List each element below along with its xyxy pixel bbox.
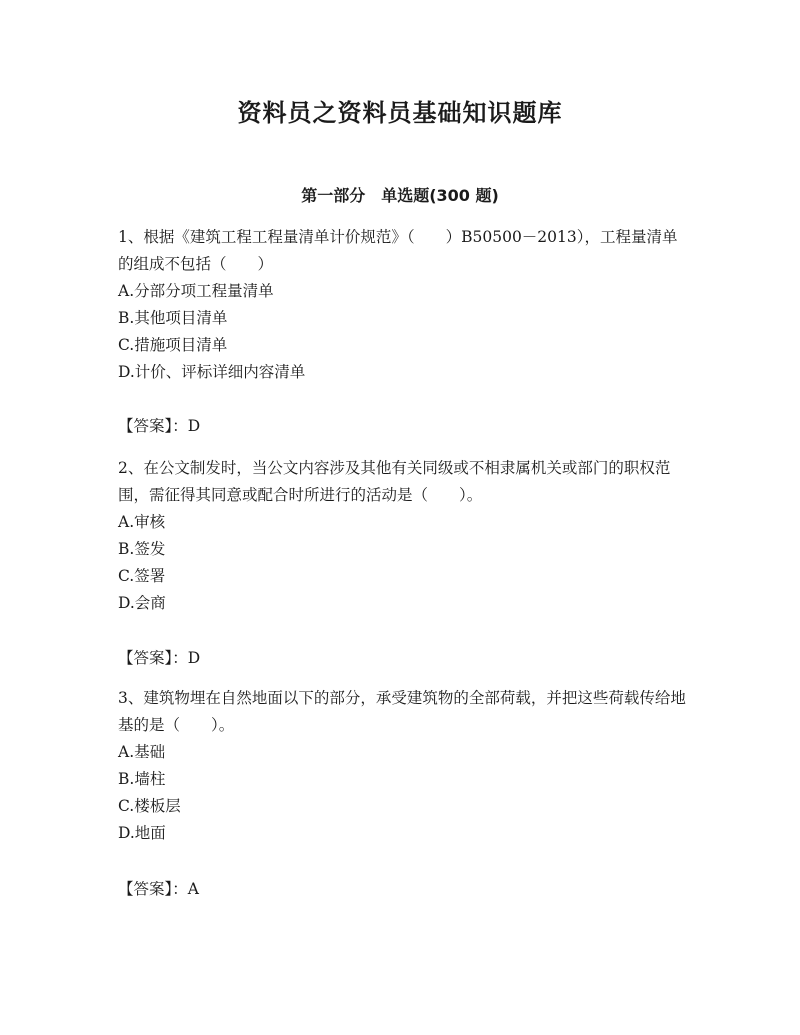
answer-3 [118, 876, 199, 903]
answer-label: 【答案】： [118, 417, 188, 435]
option-b: B.墙柱 [118, 770, 166, 788]
answer-2 [118, 645, 200, 672]
answer-value: D [187, 649, 201, 667]
section-title [0, 183, 800, 206]
option-c: C.签署 [118, 567, 166, 585]
option-a: A.基础 [118, 743, 166, 761]
question-stem: 2、在公文制发时，当公文内容涉及其他有关同级或不相隶属机关或部门的职权范围，需征得其同意或配合时所进行的活动是（ ）。 [118, 459, 671, 504]
answer-value: A [187, 880, 199, 898]
answer-1 [118, 413, 200, 440]
question-1 [118, 224, 688, 386]
option-b: B.其他项目清单 [118, 309, 228, 327]
document-title: 资料员之资料员基础知识题库 [237, 99, 563, 127]
section-part: 第一部分 [301, 186, 366, 205]
option-d: D.地面 [118, 824, 166, 842]
answer-value: D [187, 417, 201, 435]
option-c: C.措施项目清单 [118, 336, 228, 354]
option-c: C.楼板层 [118, 797, 181, 815]
answer-label: 【答案】： [118, 880, 188, 898]
option-a: A.分部分项工程量清单 [118, 282, 274, 300]
option-a: A.审核 [118, 513, 166, 531]
option-d: D.计价、评标详细内容清单 [118, 363, 306, 381]
question-3 [118, 685, 688, 847]
option-b: B.签发 [118, 540, 166, 558]
question-stem: 3、建筑物埋在自然地面以下的部分，承受建筑物的全部荷载，并把这些荷载传给地基的是（ ）。 [118, 689, 686, 734]
answer-label: 【答案】： [118, 649, 188, 667]
question-2 [118, 455, 688, 617]
section-name: 单选题(300 题) [381, 186, 499, 205]
question-stem: 1、根据《建筑工程工程量清单计价规范》（ ）B50500－2013），工程量清单的组成不包括（ ） [118, 228, 678, 273]
option-d: D.会商 [118, 594, 166, 612]
